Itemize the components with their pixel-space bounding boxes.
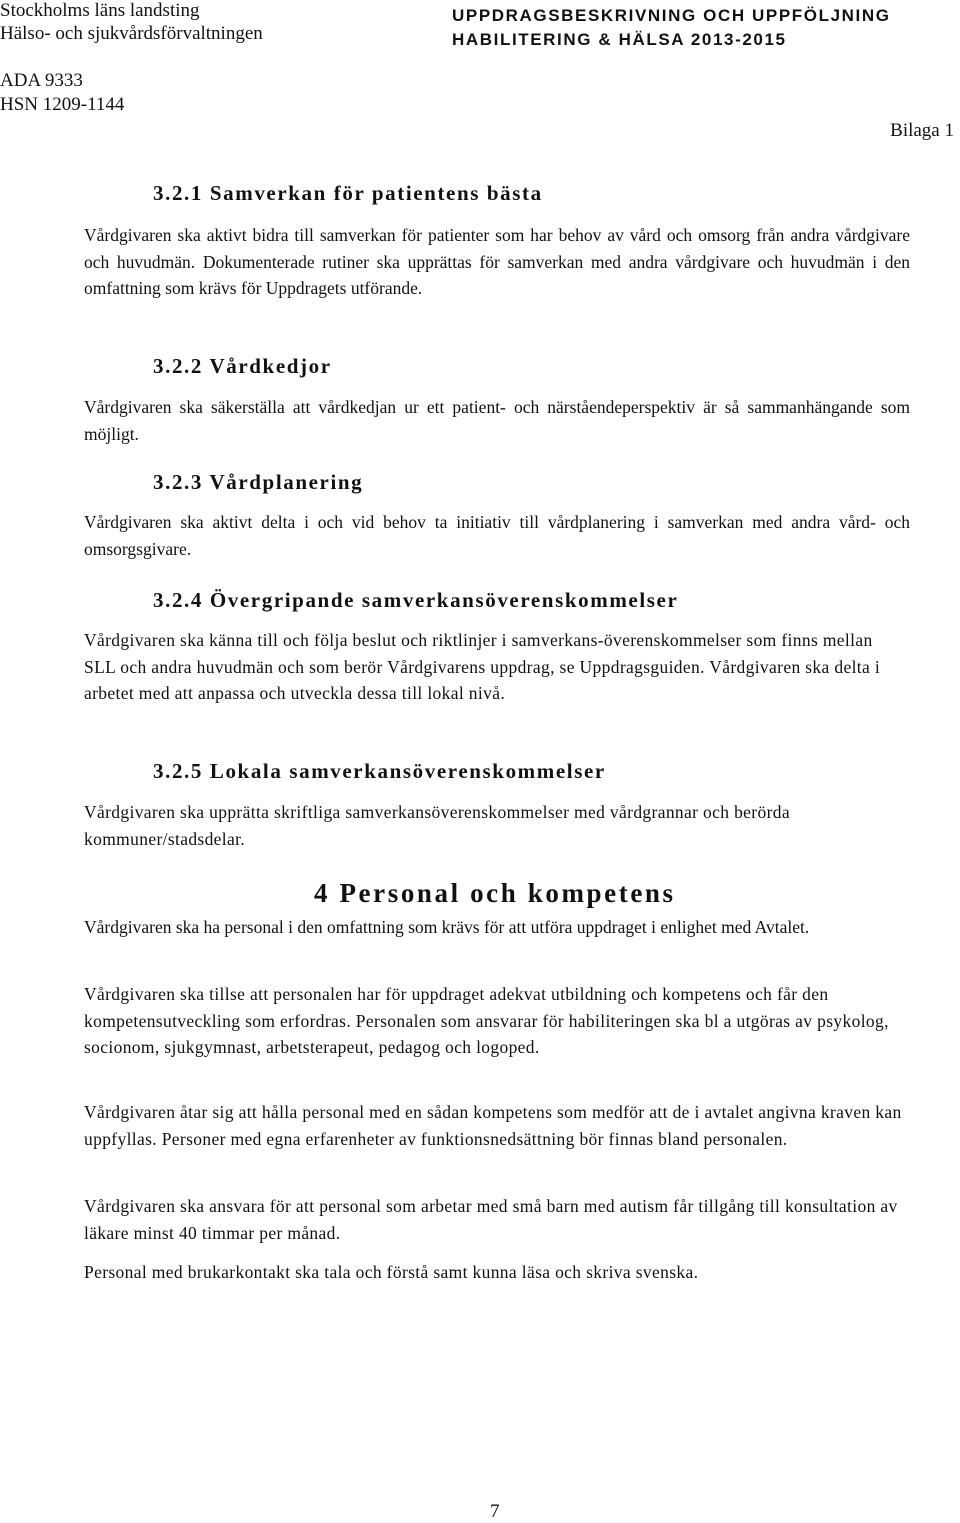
chapter-4-paragraph-1: Vårdgivaren ska ha personal i den omfattning som krävs för att utföra uppdraget i enlighet med Avtalet.	[84, 917, 810, 937]
chapter-4-paragraph-3: Vårdgivaren åtar sig att hålla personal med en sådan kompetens som medför att de i avtalet angivna kraven kan uppfyllas. Personer med egna erfarenheter av funktionsnedsättning bör finnas bland personalen.	[84, 1102, 902, 1149]
chapter-4-paragraph-5: Personal med brukarkontakt ska tala och förstå samt kunna läsa och skriva svenska.	[84, 1262, 699, 1282]
section-heading-3-2-5: 3.2.5 Lokala samverkansöverenskommelser	[153, 759, 606, 783]
chapter-4-paragraph-4: Vårdgivaren ska ansvara för att personal som arbetar med små barn med autism får tillgång till konsultation av läkare minst 40 timmar per månad.	[84, 1196, 898, 1243]
section-heading-3-2-4: 3.2.4 Övergripande samverkansöverenskommelser	[153, 588, 679, 612]
hsn-number: HSN 1209-1144	[0, 94, 125, 115]
section-text-3-2-2: Vårdgivaren ska säkerställa att vårdkedjan ur ett patient- och närståendeperspektiv är så sammanhängande som möjligt.	[84, 397, 910, 444]
document-title: UPPDRAGSBESKRIVNING OCH UPPFÖLJNING	[452, 6, 891, 25]
department-name: Hälso- och sjukvårdsförvaltningen	[0, 23, 263, 44]
section-heading-3-2-1: 3.2.1 Samverkan för patientens bästa	[153, 181, 543, 205]
page-number: 7	[490, 1501, 500, 1522]
section-text-3-2-3: Vårdgivaren ska aktivt delta i och vid behov ta initiativ till vårdplanering i samverkan med andra vård- och omsorgsgivare.	[84, 512, 910, 559]
document-subtitle: HABILITERING & HÄLSA 2013-2015	[452, 30, 787, 49]
section-text-3-2-4: Vårdgivaren ska känna till och följa beslut och riktlinjer i samverkans-överenskommelser som finns mellan SLL och andra huvudmän och som berör Vårdgivarens uppdrag, se Uppdragsguiden. Vårdgivaren ska delta i arbetet med att anpassa och utveckla dessa till lokal nivå.	[84, 630, 881, 703]
section-text-3-2-1: Vårdgivaren ska aktivt bidra till samverkan för patienter som har behov av vård och omsorg från andra vårdgivare och huvudmän. Dokumenterade rutiner ska upprättas för samverkan med andra vårdgivare och huvudmän i den omfattning som krävs för Uppdragets utförande.	[84, 225, 910, 298]
ada-number: ADA 9333	[0, 70, 83, 91]
section-heading-3-2-3: 3.2.3 Vårdplanering	[153, 470, 364, 494]
chapter-4-paragraph-2: Vårdgivaren ska tillse att personalen har för uppdraget adekvat utbildning och kompetens och får den kompetensutveckling som erfordras. Personalen som ansvarar för habiliteringen ska bl a utgöras av psykolog, socionom, sjukgymnast, arbetsterapeut, pedagog och logoped.	[84, 984, 889, 1057]
appendix-label: Bilaga 1	[890, 120, 954, 141]
section-heading-3-2-2: 3.2.2 Vårdkedjor	[153, 354, 332, 378]
organization-name: Stockholms läns landsting	[0, 0, 200, 21]
chapter-heading-4: 4 Personal och kompetens	[314, 878, 676, 908]
section-text-3-2-5: Vårdgivaren ska upprätta skriftliga samverkansöverenskommelser med vårdgrannar och berörda kommuner/stadsdelar.	[84, 802, 790, 849]
